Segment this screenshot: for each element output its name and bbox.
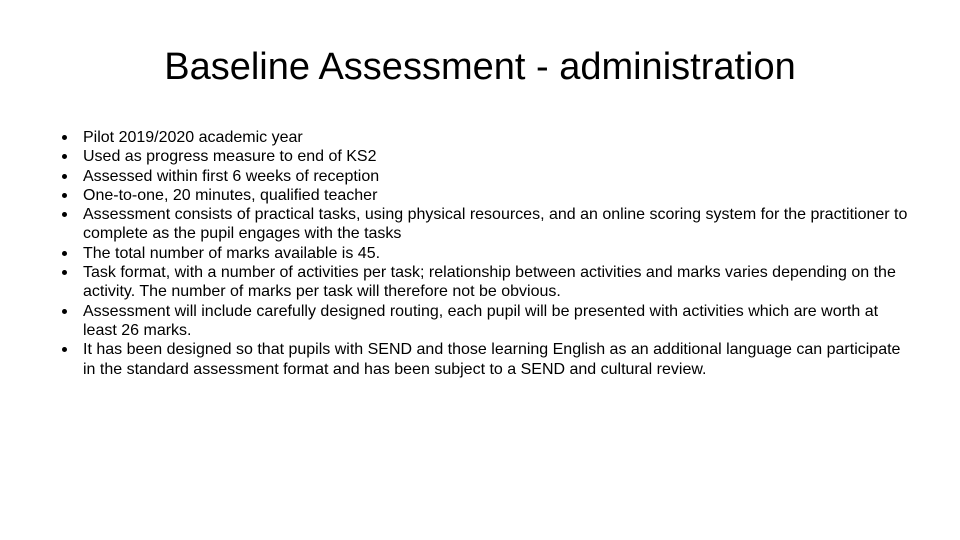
bullet-item: Task format, with a number of activities per task; relationship between activities and marks varies depending on the activity. The number of marks per task will therefore not be obvious.: [66, 263, 916, 302]
bullet-list: [66, 128, 916, 379]
bullet-item: Assessed within first 6 weeks of reception: [66, 167, 916, 186]
slide-title: Baseline Assessment - administration: [164, 46, 796, 88]
bullet-item: The total number of marks available is 45.: [66, 244, 916, 263]
bullet-item: One-to-one, 20 minutes, qualified teacher: [66, 186, 916, 205]
bullet-item: Assessment will include carefully designed routing, each pupil will be presented with activities which are worth at least 26 marks.: [66, 302, 916, 341]
bullet-item: Used as progress measure to end of KS2: [66, 147, 916, 166]
bullet-item: Pilot 2019/2020 academic year: [66, 128, 916, 147]
bullet-item: It has been designed so that pupils with SEND and those learning English as an additional language can participate in the standard assessment format and has been subject to a SEND and cultural review.: [66, 340, 916, 379]
bullet-item: Assessment consists of practical tasks, using physical resources, and an online scoring system for the practitioner to complete as the pupil engages with the tasks: [66, 205, 916, 244]
